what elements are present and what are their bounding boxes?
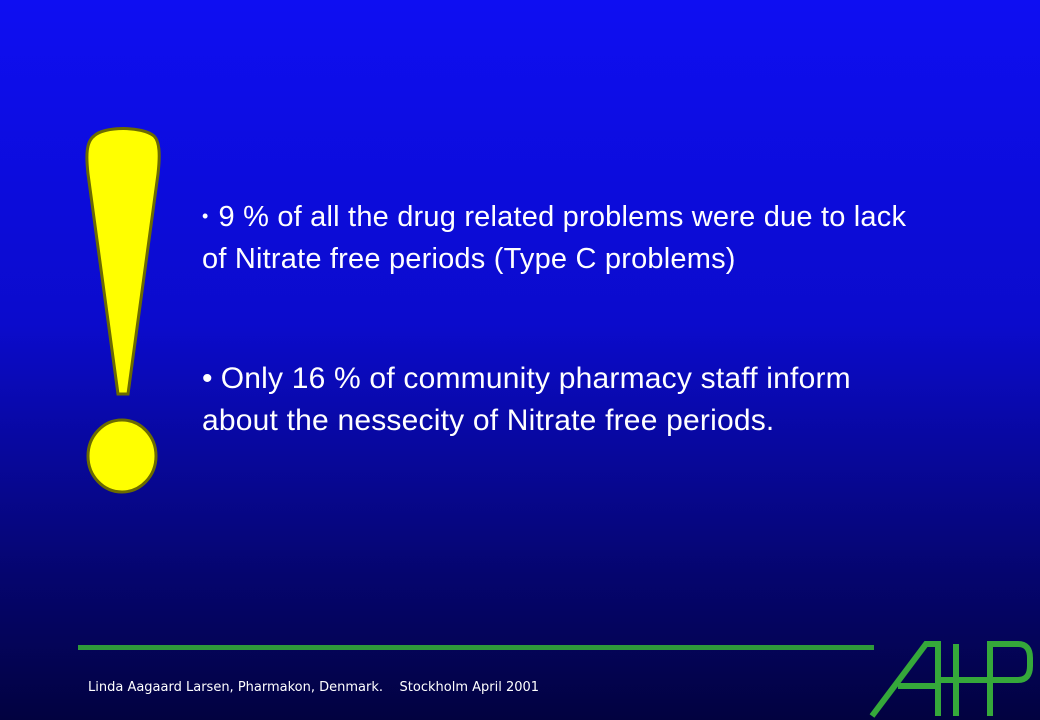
footer-credit [88,680,539,695]
footer-divider [78,645,874,650]
bullet-item-drug-problems [202,195,922,280]
ahp-logo-icon [868,640,1034,718]
footer-author: Linda Aagaard Larsen, Pharmakon, Denmark. [88,680,384,695]
bullet-marker: • [202,206,209,226]
bullet-item-pharmacy-staff [202,358,922,442]
bullet-marker: • [202,362,213,395]
bullet-text: 9 % of all the drug related problems were due to lack of Nitrate free periods (Type C problems) [202,201,907,275]
exclamation-mark-icon [82,126,164,496]
footer-location-date: Stockholm April 2001 [399,680,540,695]
bullet-text: Only 16 % of community pharmacy staff inform about the nessecity of Nitrate free periods. [202,362,851,437]
bullet-list [202,195,922,442]
